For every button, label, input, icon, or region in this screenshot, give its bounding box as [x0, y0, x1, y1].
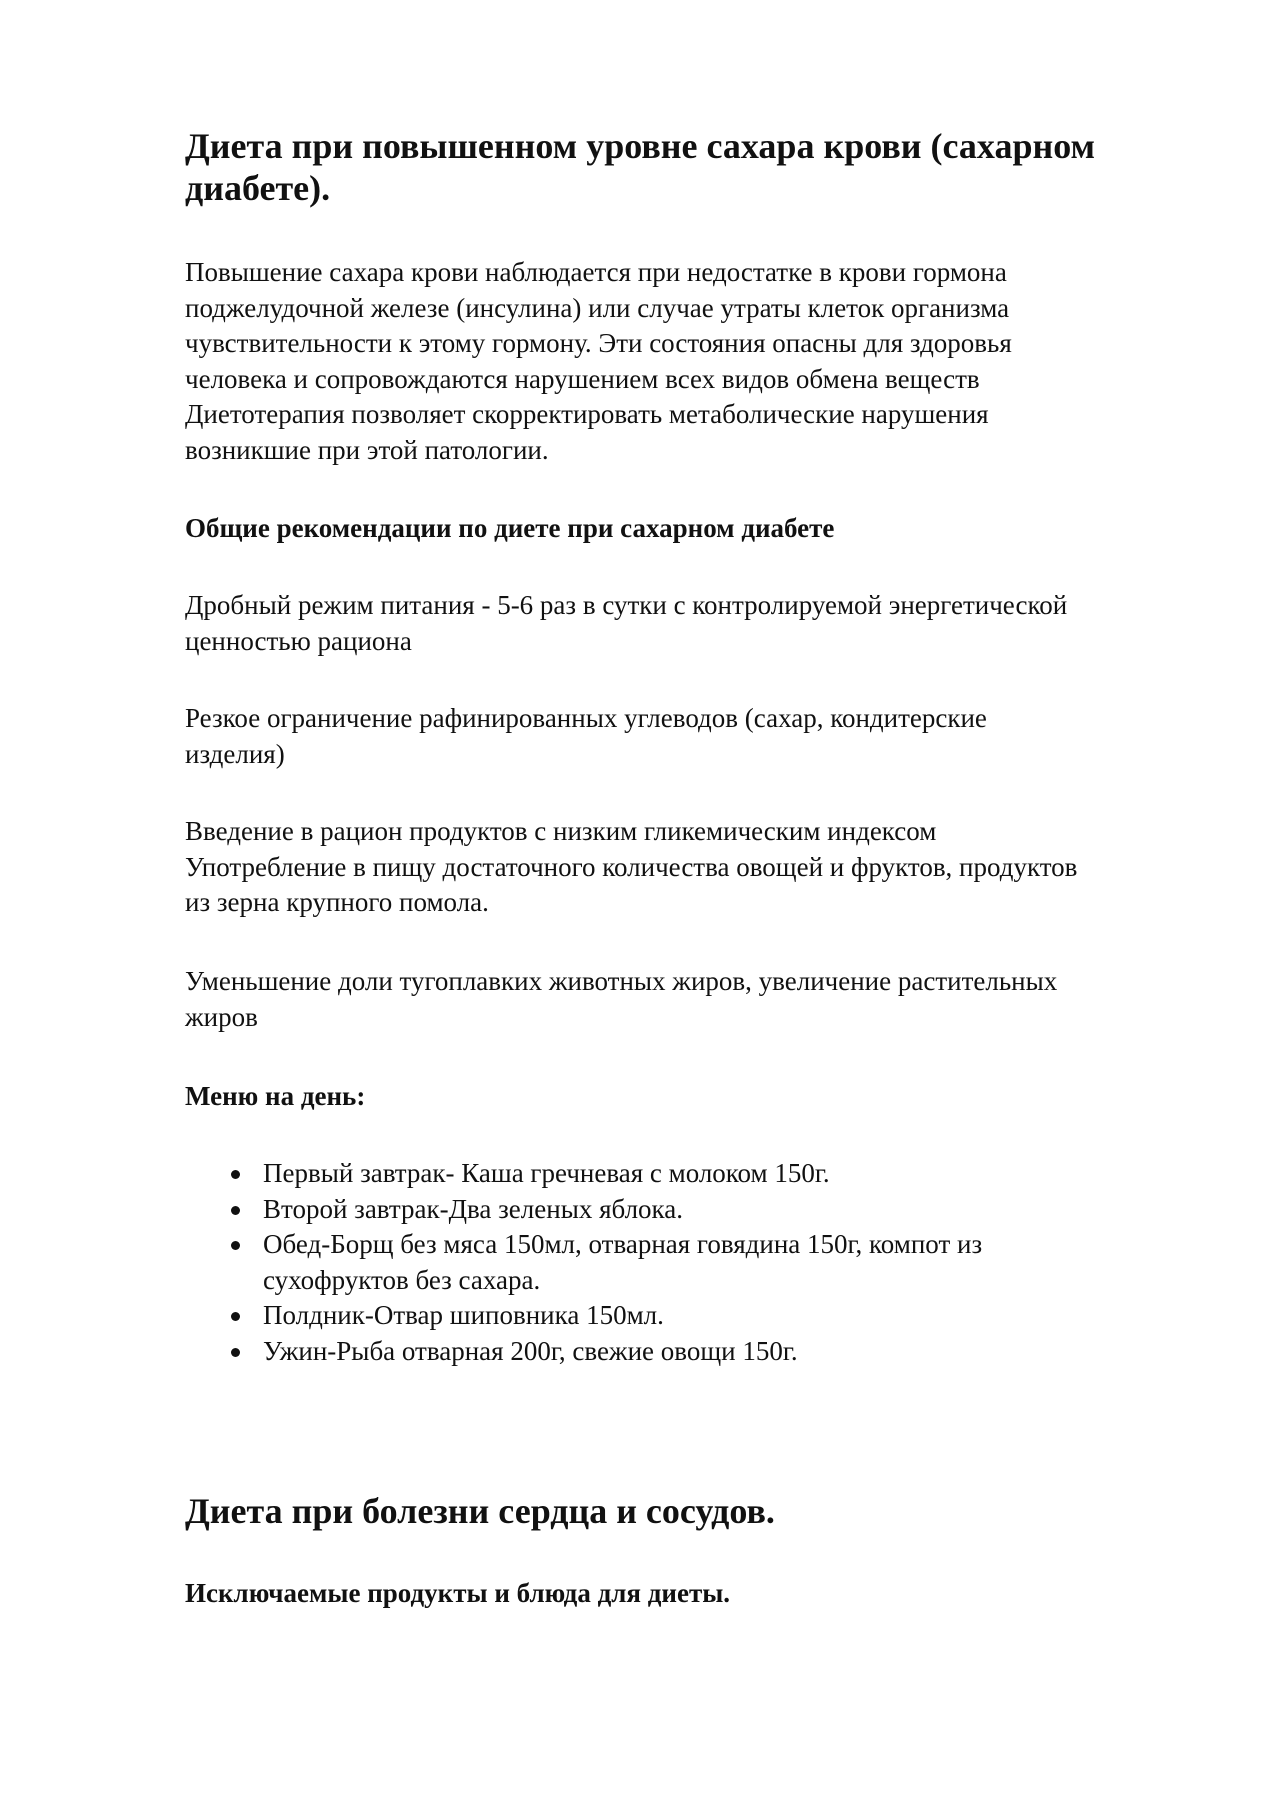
section1-intro [185, 255, 1012, 468]
recommendation-line: Дробный режим питания - 5-6 раз в сутки с контролируемой энергетической [185, 590, 1068, 620]
recommendation-line: Уменьшение доли тугоплавких животных жиров, увеличение растительных [185, 966, 1058, 996]
menu-item-line: Ужин-Рыба отварная 200г, свежие овощи 150г. [263, 1335, 798, 1366]
intro-line: возникшие при этой патологии. [185, 434, 549, 465]
intro-line: поджелудочной железе (инсулина) или случае утраты клеток организма [185, 292, 1010, 323]
excluded-products-heading: Исключаемые продукты и блюда для диеты. [185, 1578, 731, 1608]
recommendation-line: Резкое ограничение рафинированных углеводов (сахар, кондитерские [185, 703, 987, 733]
recommendation-paragraph [185, 588, 1067, 659]
menu-item-line: Полдник-Отвар шиповника 150мл. [263, 1300, 664, 1330]
section2-title: Диета при болезни сердца и сосудов. [185, 1491, 775, 1531]
menu-item [185, 1334, 1205, 1370]
recommendation-paragraph [185, 964, 1057, 1035]
intro-line: человека и сопровождаются нарушением всех видов обмена веществ [185, 363, 980, 394]
bullet-icon [231, 1348, 240, 1357]
menu-item-line: Обед-Борщ без мяса 150мл, отварная говядина 150г, компот из [263, 1229, 983, 1259]
intro-line: Повышение сахара крови наблюдается при недостатке в крови гормона [185, 257, 1007, 287]
menu-item [185, 1227, 1205, 1298]
bullet-icon [231, 1312, 240, 1321]
bullet-icon [231, 1206, 240, 1215]
recommendation-line: Употребление в пищу достаточного количества овощей и фруктов, продуктов [185, 851, 1078, 882]
recommendations-heading: Общие рекомендации по диете при сахарном диабете [185, 513, 835, 543]
menu-list [185, 1156, 1205, 1369]
recommendation-line: жиров [185, 1001, 258, 1032]
menu-item [185, 1298, 1205, 1334]
intro-line: чувствительности к этому гормону. Эти состояния опасны для здоровья [185, 328, 1012, 358]
section1-title [185, 125, 1095, 209]
menu-heading: Меню на день: [185, 1081, 366, 1111]
menu-item-line: сухофруктов без сахара. [263, 1264, 541, 1295]
bullet-icon [231, 1241, 240, 1250]
menu-item-line: Второй завтрак-Два зеленых яблока. [263, 1193, 683, 1224]
section1-title-line: диабете). [185, 168, 331, 208]
menu-item-line: Первый завтрак- Каша гречневая с молоком 150г. [263, 1158, 830, 1188]
recommendation-line: из зерна крупного помола. [185, 887, 489, 917]
recommendation-line: изделия) [185, 738, 285, 769]
menu-item [185, 1192, 1205, 1228]
intro-line: Диетотерапия позволяет скорректировать метаболические нарушения [185, 399, 989, 429]
section1-title-line: Диета при повышенном уровне сахара крови (сахарном [185, 126, 1096, 166]
recommendation-paragraph [185, 701, 987, 772]
menu-item [185, 1156, 1205, 1192]
recommendation-line: ценностью рациона [185, 625, 412, 656]
recommendation-line: Введение в рацион продуктов с низким гликемическим индексом [185, 816, 937, 846]
recommendation-paragraph [185, 814, 1077, 921]
bullet-icon [231, 1170, 240, 1179]
